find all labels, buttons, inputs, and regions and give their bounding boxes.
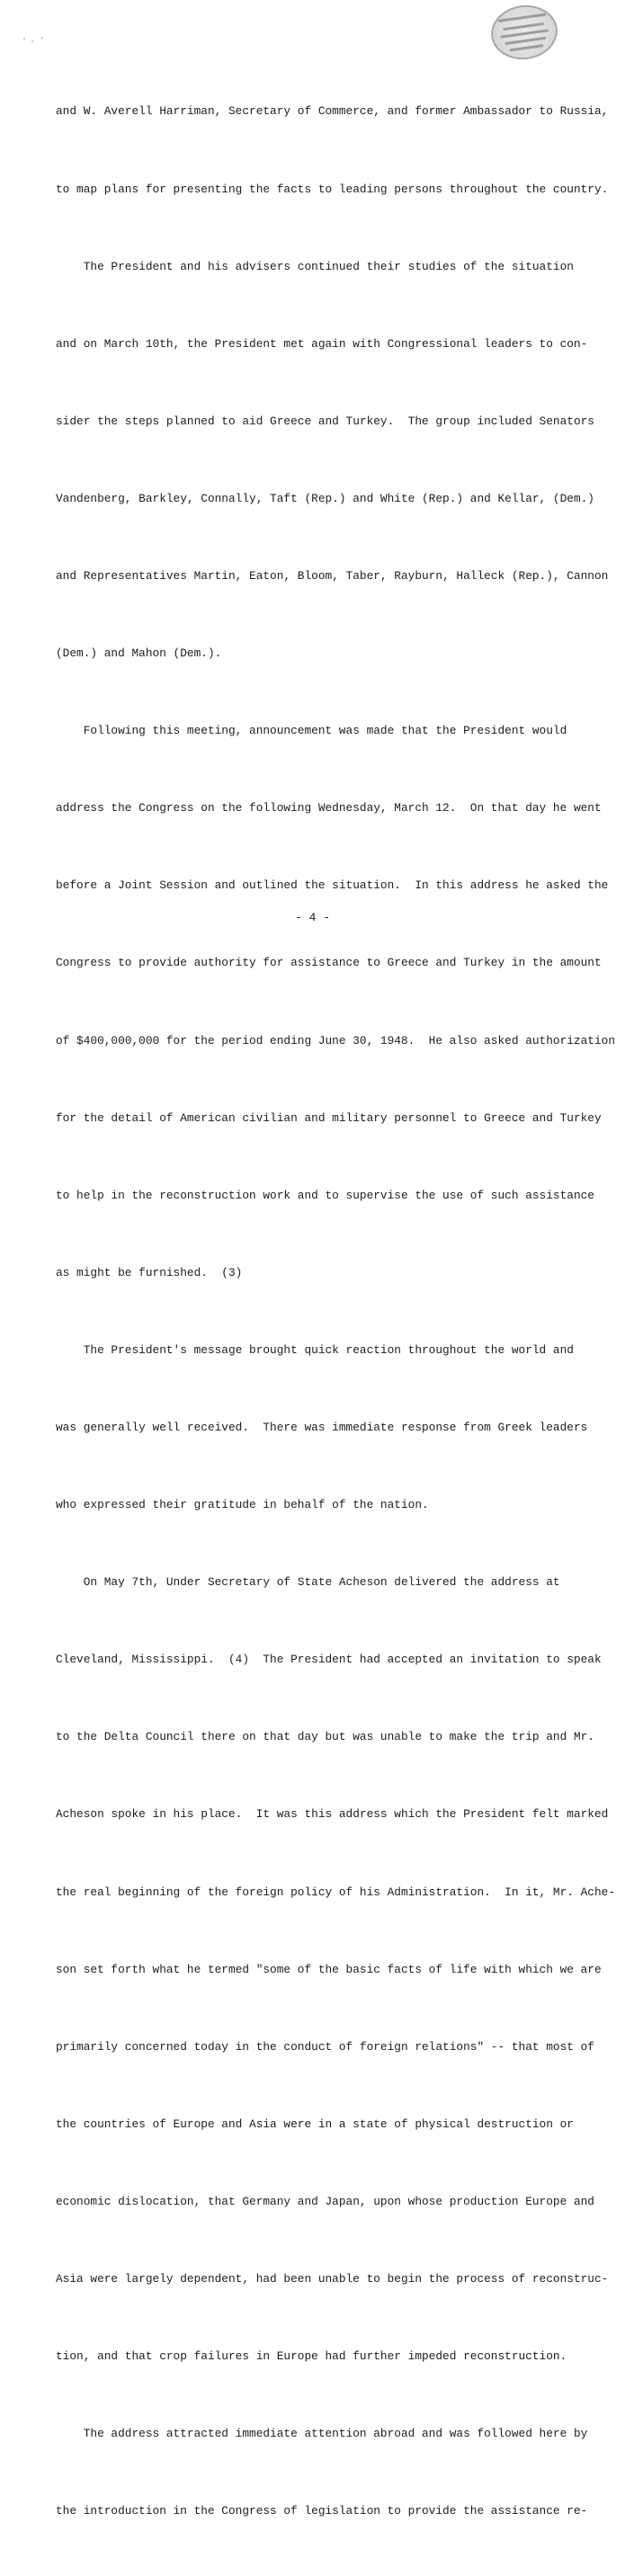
- text-line: and on March 10th, the President met again with Congressional leaders to con-: [56, 336, 588, 351]
- page-number: - 4 -: [294, 911, 330, 924]
- text-line: Following this meeting, announcement was made that the President would: [56, 724, 567, 738]
- speck: [41, 37, 43, 39]
- text-line: Acheson spoke in his place. It was this address which the President felt marked: [56, 1807, 609, 1822]
- text-line: to help in the reconstruction work and to supervise the use of such assistance: [56, 1188, 594, 1202]
- text-line: address the Congress on the following Wednesday, March 12. On that day he went: [56, 801, 602, 816]
- text-line: economic dislocation, that Germany and Japan, upon whose production Europe and: [56, 2194, 594, 2208]
- text-line: before a Joint Session and outlined the situation. In this address he asked the: [56, 878, 609, 893]
- text-line: to map plans for presenting the facts to leading persons throughout the country.: [56, 182, 609, 196]
- text-line: was generally well received. There was immediate response from Greek leaders: [56, 1421, 588, 1434]
- speck: [23, 38, 25, 40]
- text-line: Vandenberg, Barkley, Connally, Taft (Rep.) and White (Rep.) and Kellar, (Dem.): [56, 491, 594, 505]
- text-line: The President and his advisers continued their studies of the situation: [56, 259, 574, 273]
- text-line: son set forth what he termed "some of the basic facts of life with which we are: [56, 1962, 602, 1976]
- text-line: sider the steps planned to aid Greece and Turkey. The group included Senators: [56, 414, 594, 428]
- text-line: The address attracted immediate attention abroad and was followed here by: [56, 2427, 588, 2441]
- scan-specks: [23, 36, 59, 45]
- text-line: On May 7th, Under Secretary of State Acheson delivered the address at: [56, 1575, 560, 1590]
- text-line: tion, and that crop failures in Europe had further impeded reconstruction.: [56, 2349, 567, 2364]
- text-line: the introduction in the Congress of legislation to provide the assistance re-: [56, 2504, 588, 2518]
- text-line: primarily concerned today in the conduct of foreign relations" -- that most of: [56, 2039, 594, 2054]
- text-line: the real beginning of the foreign policy of his Administration. In it, Mr. Ache-: [56, 1885, 616, 1899]
- stamp-line: [498, 13, 547, 22]
- text-line: who expressed their gratitude in behalf of the nation.: [56, 1498, 429, 1512]
- text-line: the countries of Europe and Asia were in a state of physical destruction or: [56, 2117, 574, 2131]
- text-line: as might be furnished. (3): [56, 1265, 243, 1279]
- speck: [31, 40, 33, 42]
- text-line: for the detail of American civilian and military personnel to Greece and Turkey: [56, 1110, 602, 1125]
- text-line: of $400,000,000 for the period ending June 30, 1948. He also asked authorization: [56, 1033, 616, 1047]
- text-line: and W. Averell Harriman, Secretary of Commerce, and former Ambassador to Russia,: [56, 104, 609, 119]
- text-line: (Dem.) and Mahon (Dem.).: [56, 646, 222, 661]
- text-line: The President's message brought quick reaction throughout the world and: [56, 1342, 574, 1357]
- body-text: [56, 48, 616, 2576]
- text-line: Asia were largely dependent, had been unable to begin the process of reconstruc-: [56, 2272, 609, 2286]
- text-line: to the Delta Council there on that day but was unable to make the trip and Mr.: [56, 1730, 594, 1744]
- text-line: Cleveland, Mississippi. (4) The President had accepted an invitation to speak: [56, 1653, 602, 1667]
- text-line: and Representatives Martin, Eaton, Bloom, Taber, Rayburn, Halleck (Rep.), Cannon: [56, 568, 609, 583]
- text-line: Congress to provide authority for assistance to Greece and Turkey in the amount: [56, 956, 602, 970]
